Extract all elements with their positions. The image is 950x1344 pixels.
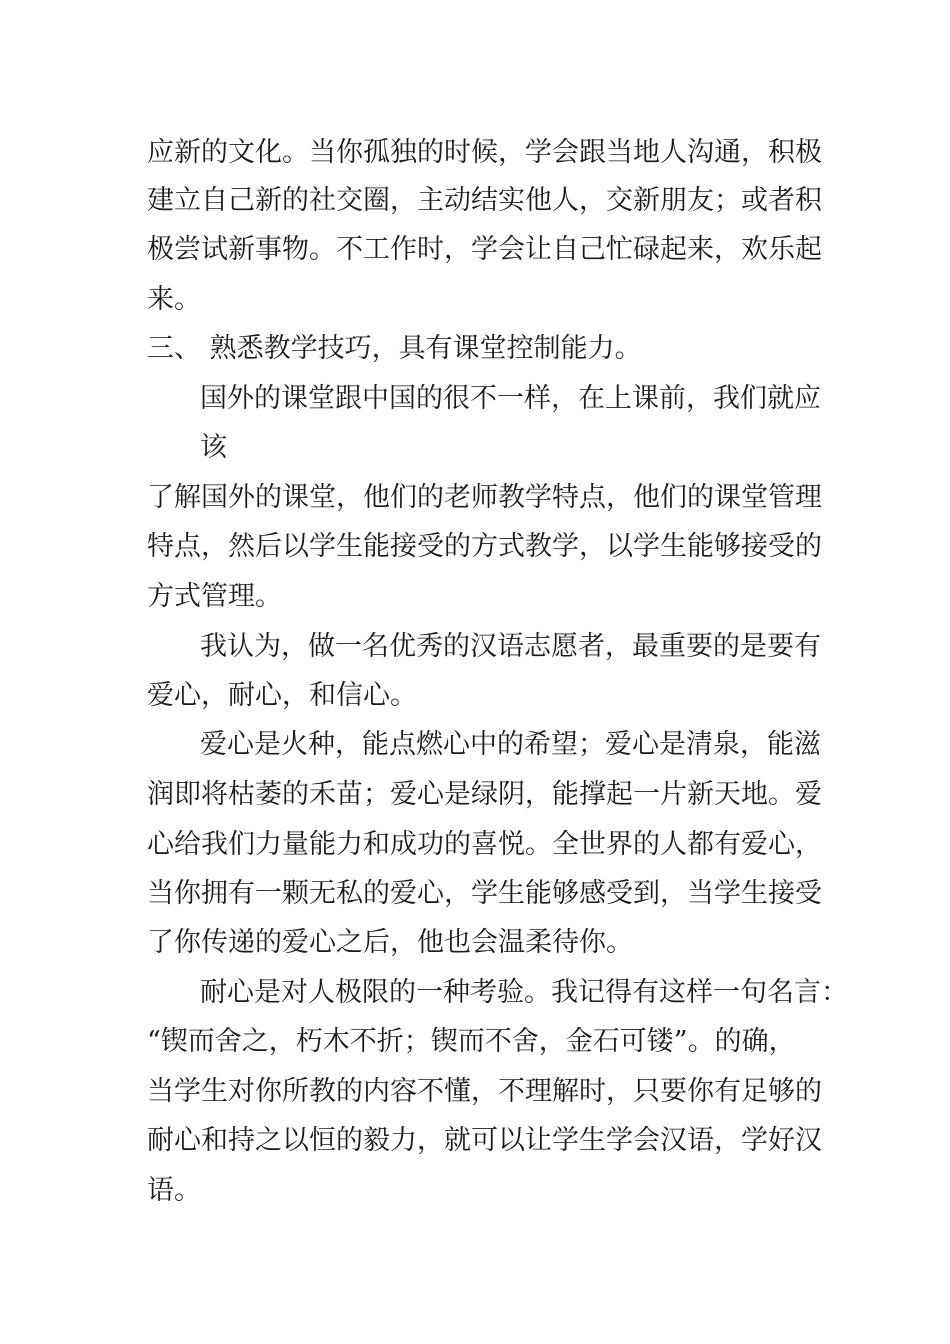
text-line: 耐心和持之以恒的毅力，就可以让学生学会汉语，学好汉	[147, 1125, 822, 1156]
text-line: 我认为，做一名优秀的汉语志愿者，最重要的是要有	[200, 631, 821, 662]
text-line: 当学生对你所教的内容不懂，不理解时，只要你有足够的	[147, 1076, 822, 1107]
text-line: 了你传递的爱心之后，他也会温柔待你。	[147, 927, 633, 958]
text-line: 应新的文化。当你孤独的时候，学会跟当地人沟通，积极	[147, 137, 822, 168]
text-line: 特点，然后以学生能接受的方式教学，以学生能够接受的	[147, 531, 822, 562]
text-line: 方式管理。	[147, 581, 282, 612]
text-line: 当你拥有一颗无私的爱心，学生能够感受到，当学生接受	[147, 878, 822, 909]
text-line: 了解国外的课堂，他们的老师教学特点，他们的课堂管理	[147, 482, 822, 513]
text-line: 耐心是对人极限的一种考验。我记得有这样一句名言：	[200, 977, 848, 1008]
text-line: 爱心，耐心，和信心。	[147, 680, 417, 711]
text-line: 该	[200, 432, 227, 463]
text-line: 国外的课堂跟中国的很不一样，在上课前，我们就应	[200, 383, 821, 414]
text-line: 来。	[147, 284, 201, 315]
text-line: 爱心是火种，能点燃心中的希望；爱心是清泉，能滋	[200, 729, 821, 760]
section-heading: 三、 熟悉教学技巧，具有课堂控制能力。	[147, 333, 642, 364]
text-line: 心给我们力量能力和成功的喜悦。全世界的人都有爱心，	[147, 829, 822, 860]
text-line: 语。	[147, 1175, 201, 1206]
text-line: 建立自己新的社交圈，主动结实他人，交新朋友；或者积	[147, 185, 822, 216]
text-line: 润即将枯萎的禾苗；爱心是绿阴，能撑起一片新天地。爱	[147, 779, 822, 810]
text-line: 极尝试新事物。不工作时，学会让自己忙碌起来，欢乐起	[147, 234, 822, 265]
text-line: “锲而舍之，朽木不折；锲而不舍，金石可镂”。的确，	[147, 1026, 796, 1057]
